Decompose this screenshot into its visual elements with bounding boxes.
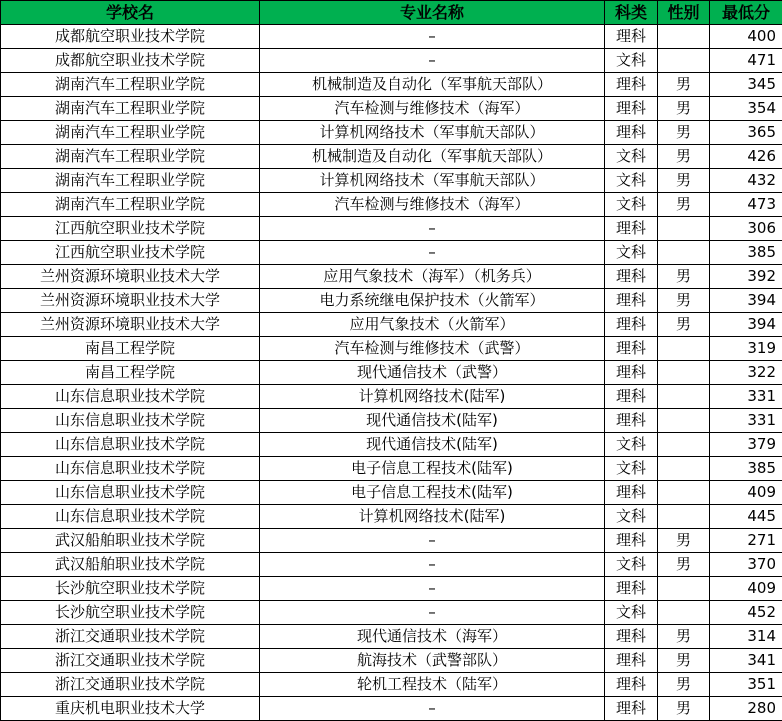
category-cell: 理科 (605, 409, 658, 433)
table-row (1, 145, 782, 169)
major-cell: 机械制造及自动化（军事航天部队） (260, 145, 605, 169)
school-cell: 南昌工程学院 (1, 337, 260, 361)
min-score-cell: 426 (710, 145, 782, 169)
category-cell: 文科 (605, 241, 658, 265)
category-cell: 理科 (605, 313, 658, 337)
table-row (1, 361, 782, 385)
min-score-cell: 452 (710, 601, 782, 625)
major-cell: 计算机网络技术（军事航天部队） (260, 121, 605, 145)
major-cell: 应用气象技术（火箭军） (260, 313, 605, 337)
gender-cell: 男 (658, 673, 710, 697)
min-score-cell: 385 (710, 241, 782, 265)
category-cell: 理科 (605, 217, 658, 241)
major-cell: 计算机网络技术(陆军) (260, 385, 605, 409)
school-cell: 湖南汽车工程职业学院 (1, 121, 260, 145)
major-cell: – (260, 49, 605, 73)
gender-cell: 男 (658, 97, 710, 121)
major-cell: 电子信息工程技术(陆军) (260, 481, 605, 505)
table-row (1, 673, 782, 697)
min-score-cell: 385 (710, 457, 782, 481)
major-cell: 计算机网络技术（军事航天部队） (260, 169, 605, 193)
table-row (1, 433, 782, 457)
major-cell: 现代通信技术（海军） (260, 625, 605, 649)
table-row (1, 265, 782, 289)
major-cell: – (260, 529, 605, 553)
header-category: 科类 (605, 1, 658, 25)
table-row (1, 121, 782, 145)
min-score-cell: 432 (710, 169, 782, 193)
gender-cell: 男 (658, 121, 710, 145)
major-cell: 汽车检测与维修技术（海军） (260, 97, 605, 121)
table-body (1, 25, 782, 721)
gender-cell (658, 577, 710, 601)
category-cell: 理科 (605, 289, 658, 313)
category-cell: 理科 (605, 337, 658, 361)
gender-cell (658, 385, 710, 409)
gender-cell: 男 (658, 697, 710, 721)
school-cell: 兰州资源环境职业技术大学 (1, 265, 260, 289)
school-cell: 重庆机电职业技术大学 (1, 697, 260, 721)
school-cell: 江西航空职业技术学院 (1, 241, 260, 265)
gender-cell: 男 (658, 73, 710, 97)
category-cell: 理科 (605, 625, 658, 649)
min-score-cell: 351 (710, 673, 782, 697)
min-score-cell: 379 (710, 433, 782, 457)
major-cell: 电力系统继电保护技术（火箭军） (260, 289, 605, 313)
major-cell: 应用气象技术（海军）（机务兵） (260, 265, 605, 289)
min-score-cell: 331 (710, 385, 782, 409)
header-row (1, 1, 782, 25)
table-row (1, 649, 782, 673)
table-row (1, 169, 782, 193)
school-cell: 湖南汽车工程职业学院 (1, 169, 260, 193)
gender-cell (658, 433, 710, 457)
min-score-cell: 271 (710, 529, 782, 553)
min-score-cell: 400 (710, 25, 782, 49)
min-score-cell: 306 (710, 217, 782, 241)
gender-cell: 男 (658, 169, 710, 193)
category-cell: 理科 (605, 673, 658, 697)
school-cell: 浙江交通职业技术学院 (1, 649, 260, 673)
min-score-cell: 409 (710, 577, 782, 601)
school-cell: 湖南汽车工程职业学院 (1, 97, 260, 121)
school-cell: 兰州资源环境职业技术大学 (1, 313, 260, 337)
major-cell: 现代通信技术（武警） (260, 361, 605, 385)
category-cell: 文科 (605, 505, 658, 529)
min-score-cell: 314 (710, 625, 782, 649)
gender-cell: 男 (658, 529, 710, 553)
table-row (1, 337, 782, 361)
major-cell: 现代通信技术(陆军) (260, 433, 605, 457)
school-cell: 浙江交通职业技术学院 (1, 673, 260, 697)
school-cell: 湖南汽车工程职业学院 (1, 193, 260, 217)
major-cell: – (260, 577, 605, 601)
table-row (1, 193, 782, 217)
table-row (1, 601, 782, 625)
table-row (1, 49, 782, 73)
school-cell: 山东信息职业技术学院 (1, 457, 260, 481)
gender-cell (658, 409, 710, 433)
category-cell: 理科 (605, 25, 658, 49)
min-score-cell: 365 (710, 121, 782, 145)
major-cell: 电子信息工程技术(陆军) (260, 457, 605, 481)
table-row (1, 385, 782, 409)
major-cell: 机械制造及自动化（军事航天部队） (260, 73, 605, 97)
gender-cell (658, 505, 710, 529)
table-row (1, 241, 782, 265)
min-score-cell: 319 (710, 337, 782, 361)
gender-cell: 男 (658, 625, 710, 649)
gender-cell (658, 49, 710, 73)
table-row (1, 481, 782, 505)
category-cell: 文科 (605, 601, 658, 625)
table-row (1, 625, 782, 649)
school-cell: 兰州资源环境职业技术大学 (1, 289, 260, 313)
category-cell: 文科 (605, 145, 658, 169)
category-cell: 文科 (605, 193, 658, 217)
min-score-cell: 322 (710, 361, 782, 385)
min-score-cell: 354 (710, 97, 782, 121)
gender-cell (658, 217, 710, 241)
category-cell: 文科 (605, 553, 658, 577)
school-cell: 山东信息职业技术学院 (1, 505, 260, 529)
table-row (1, 505, 782, 529)
header-gender: 性别 (658, 1, 710, 25)
gender-cell (658, 481, 710, 505)
table-row (1, 457, 782, 481)
min-score-cell: 473 (710, 193, 782, 217)
table-row (1, 409, 782, 433)
major-cell: – (260, 697, 605, 721)
school-cell: 山东信息职业技术学院 (1, 409, 260, 433)
category-cell: 理科 (605, 121, 658, 145)
table-row (1, 577, 782, 601)
gender-cell (658, 361, 710, 385)
major-cell: – (260, 217, 605, 241)
gender-cell (658, 25, 710, 49)
gender-cell: 男 (658, 265, 710, 289)
school-cell: 山东信息职业技术学院 (1, 433, 260, 457)
school-cell: 长沙航空职业技术学院 (1, 601, 260, 625)
min-score-cell: 445 (710, 505, 782, 529)
min-score-cell: 370 (710, 553, 782, 577)
gender-cell: 男 (658, 313, 710, 337)
table-row (1, 25, 782, 49)
table-row (1, 553, 782, 577)
gender-cell (658, 457, 710, 481)
table-row (1, 217, 782, 241)
major-cell: – (260, 25, 605, 49)
min-score-cell: 345 (710, 73, 782, 97)
category-cell: 理科 (605, 481, 658, 505)
school-cell: 长沙航空职业技术学院 (1, 577, 260, 601)
category-cell: 文科 (605, 433, 658, 457)
school-cell: 成都航空职业技术学院 (1, 49, 260, 73)
table-row (1, 697, 782, 721)
category-cell: 文科 (605, 457, 658, 481)
school-cell: 成都航空职业技术学院 (1, 25, 260, 49)
min-score-cell: 280 (710, 697, 782, 721)
school-cell: 南昌工程学院 (1, 361, 260, 385)
min-score-cell: 409 (710, 481, 782, 505)
category-cell: 理科 (605, 577, 658, 601)
gender-cell: 男 (658, 193, 710, 217)
school-cell: 武汉船舶职业技术学院 (1, 553, 260, 577)
category-cell: 理科 (605, 361, 658, 385)
gender-cell (658, 337, 710, 361)
gender-cell (658, 601, 710, 625)
major-cell: 汽车检测与维修技术（海军） (260, 193, 605, 217)
header-school: 学校名 (1, 1, 260, 25)
category-cell: 理科 (605, 265, 658, 289)
major-cell: – (260, 601, 605, 625)
school-cell: 武汉船舶职业技术学院 (1, 529, 260, 553)
school-cell: 湖南汽车工程职业学院 (1, 73, 260, 97)
category-cell: 理科 (605, 385, 658, 409)
major-cell: 现代通信技术(陆军) (260, 409, 605, 433)
min-score-cell: 341 (710, 649, 782, 673)
school-cell: 山东信息职业技术学院 (1, 481, 260, 505)
gender-cell: 男 (658, 289, 710, 313)
table-row (1, 313, 782, 337)
category-cell: 文科 (605, 49, 658, 73)
gender-cell: 男 (658, 649, 710, 673)
major-cell: – (260, 553, 605, 577)
major-cell: 航海技术（武警部队） (260, 649, 605, 673)
header-major: 专业名称 (260, 1, 605, 25)
table-row (1, 73, 782, 97)
school-cell: 湖南汽车工程职业学院 (1, 145, 260, 169)
category-cell: 理科 (605, 697, 658, 721)
min-score-cell: 394 (710, 313, 782, 337)
min-score-cell: 394 (710, 289, 782, 313)
major-cell: 计算机网络技术(陆军) (260, 505, 605, 529)
table-row (1, 289, 782, 313)
major-cell: 汽车检测与维修技术（武警） (260, 337, 605, 361)
school-cell: 山东信息职业技术学院 (1, 385, 260, 409)
category-cell: 文科 (605, 169, 658, 193)
category-cell: 理科 (605, 97, 658, 121)
school-cell: 浙江交通职业技术学院 (1, 625, 260, 649)
major-cell: – (260, 241, 605, 265)
table-row (1, 529, 782, 553)
school-cell: 江西航空职业技术学院 (1, 217, 260, 241)
table-row (1, 97, 782, 121)
gender-cell: 男 (658, 553, 710, 577)
gender-cell: 男 (658, 145, 710, 169)
category-cell: 理科 (605, 649, 658, 673)
min-score-cell: 392 (710, 265, 782, 289)
category-cell: 理科 (605, 529, 658, 553)
gender-cell (658, 241, 710, 265)
category-cell: 理科 (605, 73, 658, 97)
major-cell: 轮机工程技术（陆军） (260, 673, 605, 697)
header-min-score: 最低分 (710, 1, 782, 25)
min-score-cell: 331 (710, 409, 782, 433)
min-score-cell: 471 (710, 49, 782, 73)
